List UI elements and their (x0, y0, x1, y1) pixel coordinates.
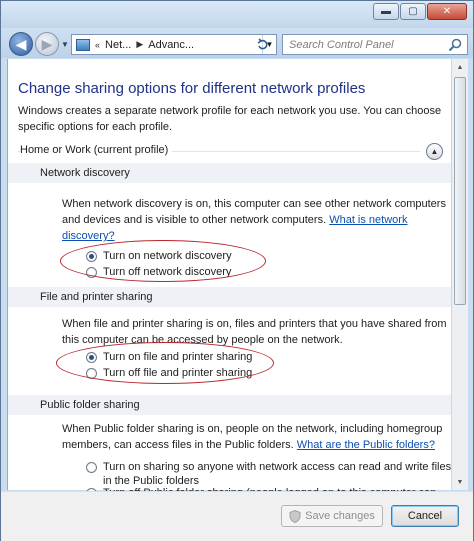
radio-unselected-icon (86, 462, 97, 473)
forward-button[interactable] (35, 32, 59, 56)
search-icon[interactable] (448, 38, 462, 52)
scroll-down-icon[interactable]: ▼ (456, 478, 464, 486)
what-is-network-discovery-link[interactable]: What is network (329, 214, 408, 226)
search-input[interactable] (282, 34, 468, 55)
turn-on-public-sharing-label-cont: in the Public folders (103, 475, 199, 487)
title-bar (1, 1, 473, 28)
navigation-bar (1, 28, 473, 58)
address-dropdown-icon[interactable]: ▼ (262, 35, 276, 54)
turn-on-network-discovery-label: Turn on network discovery (103, 250, 232, 262)
turn-off-file-sharing-label: Turn off file and printer sharing (103, 367, 253, 379)
forward-arrow-icon: ▶ (41, 35, 53, 52)
intro-text-line2: specific options for each profile. (18, 121, 173, 133)
network-discovery-desc-line1: When network discovery is on, this computer can see other network computers (62, 198, 446, 210)
file-sharing-desc-line2: this computer can be accessed by people on the network. (62, 334, 343, 346)
recent-pages-dropdown-icon[interactable]: ▼ (61, 40, 69, 49)
address-bar[interactable] (71, 34, 277, 55)
breadcrumb-overflow-icon[interactable]: « (95, 39, 101, 50)
file-sharing-desc-line1: When file and printer sharing is on, files and printers that you have shared from (62, 318, 447, 330)
close-icon: ✕ (442, 6, 452, 17)
file-sharing-heading: File and printer sharing (40, 291, 153, 303)
breadcrumb-advanced[interactable]: Advanc... (148, 38, 195, 51)
annotation-ellipse (56, 342, 274, 384)
public-folder-heading: Public folder sharing (40, 399, 140, 411)
shield-icon (289, 510, 301, 523)
profile-label[interactable]: Home or Work (current profile) (20, 142, 172, 158)
back-arrow-icon: ◀ (15, 35, 27, 52)
network-discovery-heading: Network discovery (40, 167, 130, 179)
refresh-icon (256, 38, 270, 52)
minimize-icon: ▬ (381, 6, 391, 17)
breadcrumb-separator-icon[interactable]: ▶ (136, 39, 144, 49)
scrollbar-thumb[interactable] (454, 77, 466, 305)
turn-off-network-discovery-label: Turn off network discovery (103, 266, 232, 278)
network-discovery-desc-line2 (62, 212, 407, 228)
maximize-icon: ▢ (408, 6, 418, 17)
cancel-button[interactable] (391, 505, 459, 527)
vertical-scrollbar[interactable] (451, 59, 468, 490)
search-placeholder: Search Control Panel (289, 38, 394, 51)
maximize-button[interactable] (400, 3, 426, 20)
button-bar (1, 491, 473, 541)
control-panel-icon (76, 39, 90, 51)
chevron-up-icon: ▲ (430, 147, 439, 156)
refresh-button[interactable] (251, 34, 275, 55)
turn-on-public-sharing-label: Turn on sharing so anyone with network access can read and write files (103, 461, 452, 473)
collapse-profile-button[interactable] (426, 143, 443, 160)
annotation-ellipse (60, 240, 266, 282)
content-pane (7, 59, 451, 490)
public-folder-desc-line1: When Public folder sharing is on, people on the network, including homegroup (62, 423, 443, 435)
turn-on-public-sharing-radio[interactable] (86, 461, 451, 473)
cancel-label: Cancel (407, 510, 443, 522)
intro-text-line1: Windows creates a separate network profile for each network you use. You can choose (18, 105, 442, 117)
what-are-public-folders-link[interactable]: What are the Public folders? (296, 439, 435, 451)
save-changes-button[interactable] (281, 505, 383, 527)
page-title: Change sharing options for different network profiles (18, 80, 366, 97)
turn-on-file-sharing-label: Turn on file and printer sharing (103, 351, 253, 363)
caption-buttons (372, 3, 467, 20)
back-button[interactable] (9, 32, 33, 56)
scroll-up-icon[interactable]: ▲ (456, 63, 464, 71)
minimize-button[interactable] (373, 3, 399, 20)
network-discovery-desc-text: and devices and is visible to other network computers. (62, 214, 327, 226)
public-folder-desc-text: members, can access files in the Public folders. (62, 439, 294, 451)
close-button[interactable] (427, 3, 467, 20)
save-changes-label: Save changes (305, 510, 375, 522)
public-folder-desc-line2 (62, 437, 435, 453)
what-is-network-discovery-link-cont[interactable]: discovery? (62, 230, 115, 242)
breadcrumb-network[interactable]: Net... (105, 38, 132, 51)
